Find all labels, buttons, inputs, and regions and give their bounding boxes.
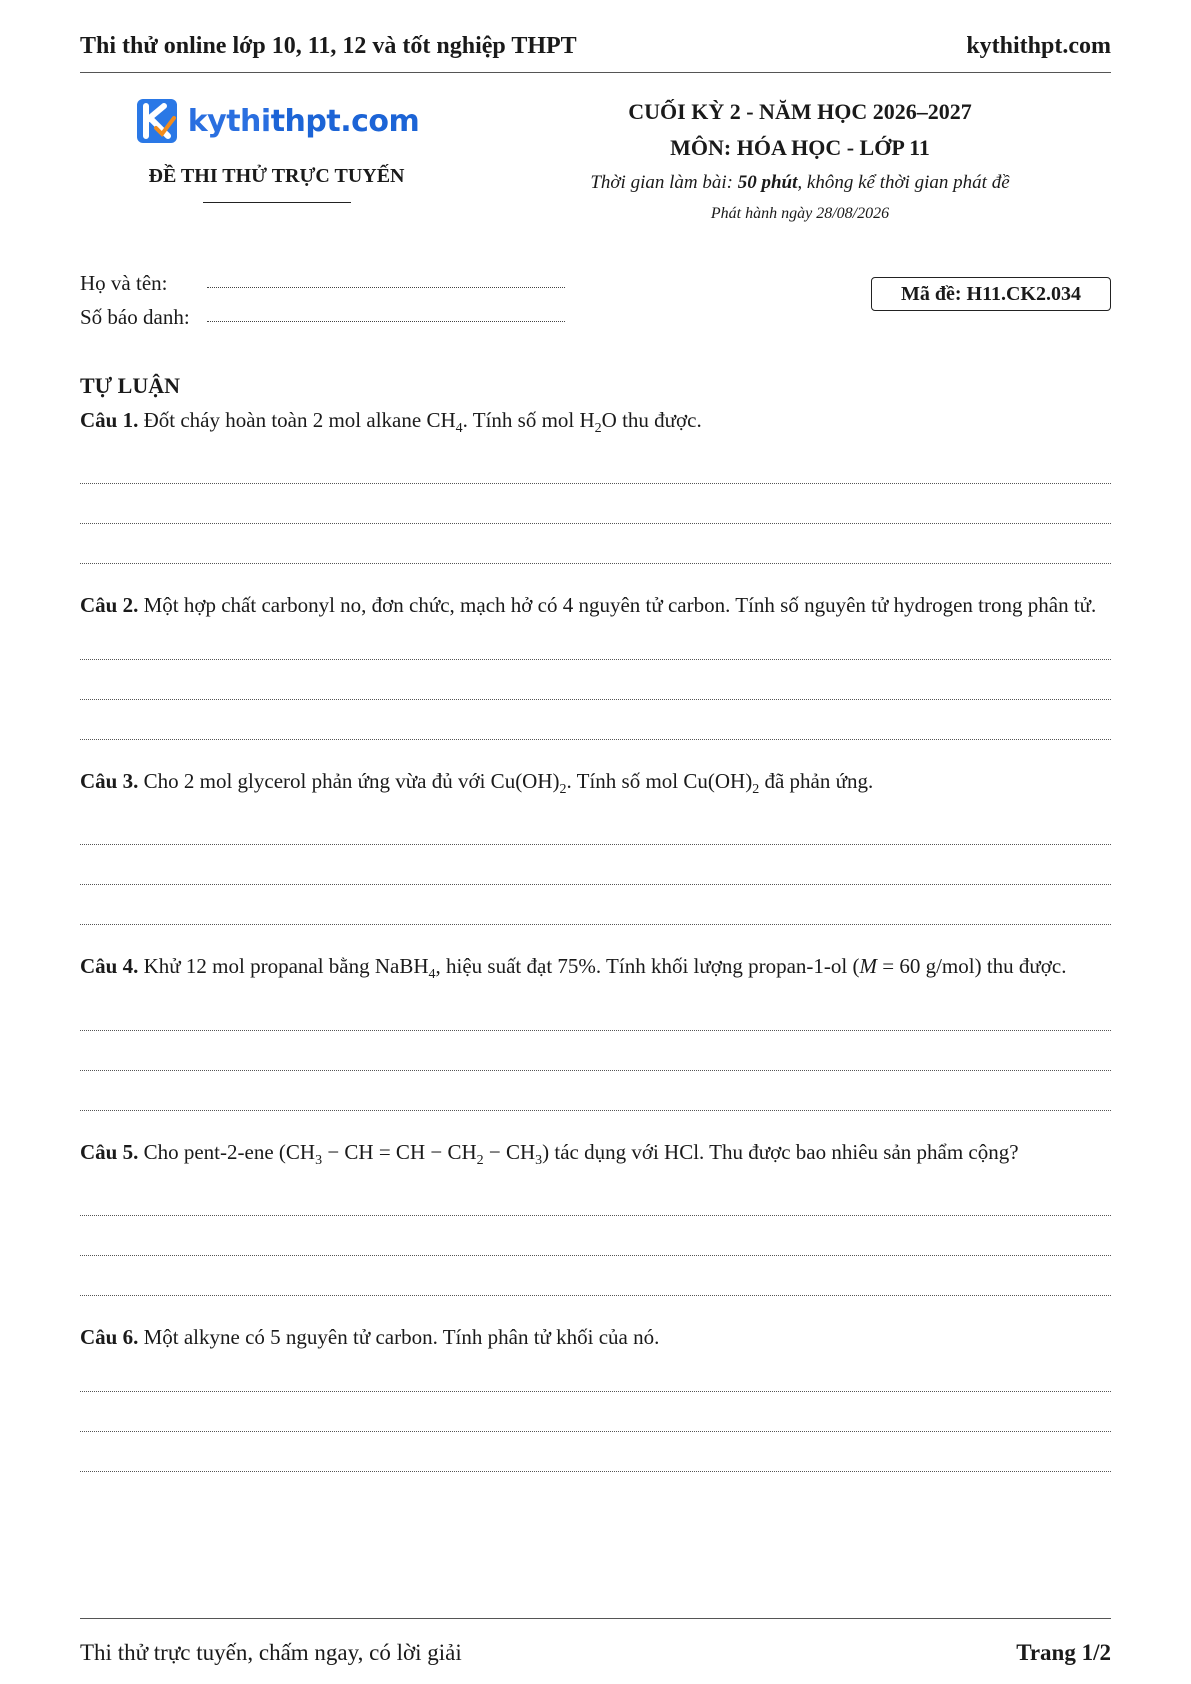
question-text-part: Một alkyne có 5 nguyên tử carbon. Tính phân tử khối của nó. [138,1324,660,1349]
answer-line[interactable] [80,444,1111,484]
question-1 [80,405,1111,564]
answer-line[interactable] [80,660,1111,700]
id-label: Số báo danh: [80,305,190,329]
page-footer [80,1640,1111,1666]
footer-divider [80,1618,1111,1619]
header-title: Thi thử online lớp 10, 11, 12 và tốt nghiệp THPT [80,32,577,59]
logo-divider [203,202,351,203]
question-text-part: , hiệu suất đạt 75%. Tính khối lượng propan-1-ol ( [435,954,860,979]
header-site[interactable]: kythithpt.com [966,32,1111,59]
id-field[interactable] [207,303,565,322]
question-5 [80,1137,1111,1296]
question-text [80,1322,1111,1352]
answer-line[interactable] [80,1256,1111,1296]
question-text-part: Cho pent-2-ene (CH [138,1139,316,1164]
question-text-part: đã phản ứng. [759,769,874,794]
question-label: Câu 4. [80,954,139,979]
exam-subject: MÔN: HÓA HỌC - LỚP 11 [670,135,930,160]
subscript: 2 [476,1152,484,1168]
exam-time-suffix: , không kể thời gian phát đề [797,172,1010,193]
logo-text-a: kythi [187,103,271,139]
question-text-part: Đốt cháy hoàn toàn 2 mol alkane CH [138,408,456,432]
section-title: TỰ LUẬN [80,373,181,398]
question-2 [80,590,1111,740]
subscript: 2 [594,421,602,437]
question-text-part: Cho 2 mol glycerol phản ứng vừa đủ với Cu(OH) [138,769,560,794]
logo-mark-icon [134,96,180,146]
answer-line[interactable] [80,1176,1111,1216]
answer-line[interactable] [80,620,1111,660]
question-text-part: . Tính số mol H [462,408,595,432]
answer-line[interactable] [80,1432,1111,1472]
question-4 [80,951,1111,1110]
logo-text-b: thpt.com [270,103,420,139]
answer-line[interactable] [80,524,1111,564]
subscript: 3 [535,1152,543,1168]
site-logo [134,96,420,146]
exam-info [530,94,1070,228]
subscript: 4 [455,421,463,437]
answer-line[interactable] [80,484,1111,524]
logo-text [188,104,420,139]
footer-tagline: Thi thử trực tuyến, chấm ngay, có lời giải [80,1640,462,1665]
exam-time-value: 50 phút [737,172,798,193]
question-text-part: O thu được. [601,408,702,432]
answer-line[interactable] [80,845,1111,885]
logo-subtitle: ĐỀ THI THỬ TRỰC TUYẾN [148,165,405,187]
exam-release-date: Phát hành ngày 28/08/2026 [710,205,890,222]
question-text [80,766,1111,805]
answer-line[interactable] [80,805,1111,845]
logo-block [80,96,473,203]
answer-line[interactable] [80,700,1111,740]
question-text-part: Khử 12 mol propanal bằng NaBH [138,954,429,979]
exam-time [530,166,1070,200]
exam-time-prefix: Thời gian làm bài: [590,172,738,193]
question-text [80,951,1111,990]
subscript: 2 [559,782,567,798]
answer-line[interactable] [80,1392,1111,1432]
subscript: 3 [315,1152,323,1168]
question-text-part: . Tính số mol Cu(OH) [566,769,753,794]
subscript: 2 [752,782,760,798]
main-content [80,373,1111,1498]
answer-line[interactable] [80,991,1111,1031]
answer-line[interactable] [80,1352,1111,1392]
answer-line[interactable] [80,1031,1111,1071]
question-label: Câu 6. [80,1324,139,1349]
question-text-part: − CH = CH − CH [322,1139,477,1164]
question-text-part: = 60 g/mol) thu được. [876,954,1067,979]
answer-line[interactable] [80,1216,1111,1256]
math-variable: M [859,954,877,979]
question-text [80,405,1111,444]
question-label: Câu 3. [80,769,139,794]
question-text-part: ) tác dụng với HCl. Thu được bao nhiêu sản phẩm cộng? [542,1139,1019,1164]
name-label: Họ và tên: [80,271,168,295]
question-text-part: Một hợp chất carbonyl no, đơn chức, mạch hở có 4 nguyên tử carbon. Tính số nguyên tử hydrogen trong phân tử. [138,593,1097,618]
question-label: Câu 5. [80,1139,139,1164]
question-text [80,590,1111,620]
question-text-part: − CH [483,1139,536,1164]
question-label: Câu 2. [80,593,139,618]
question-3 [80,766,1111,925]
question-label: Câu 1. [80,408,139,432]
page-header [80,20,1111,73]
question-text [80,1137,1111,1176]
student-info [80,262,565,330]
answer-line[interactable] [80,885,1111,925]
name-field[interactable] [207,269,565,288]
page-number: Trang 1/2 [1016,1640,1111,1665]
subscript: 4 [428,967,436,983]
exam-term: CUỐI KỲ 2 - NĂM HỌC 2026–2027 [628,99,972,124]
answer-line[interactable] [80,1071,1111,1111]
exam-code-badge: Mã đề: H11.CK2.034 [871,277,1111,311]
question-6 [80,1322,1111,1472]
